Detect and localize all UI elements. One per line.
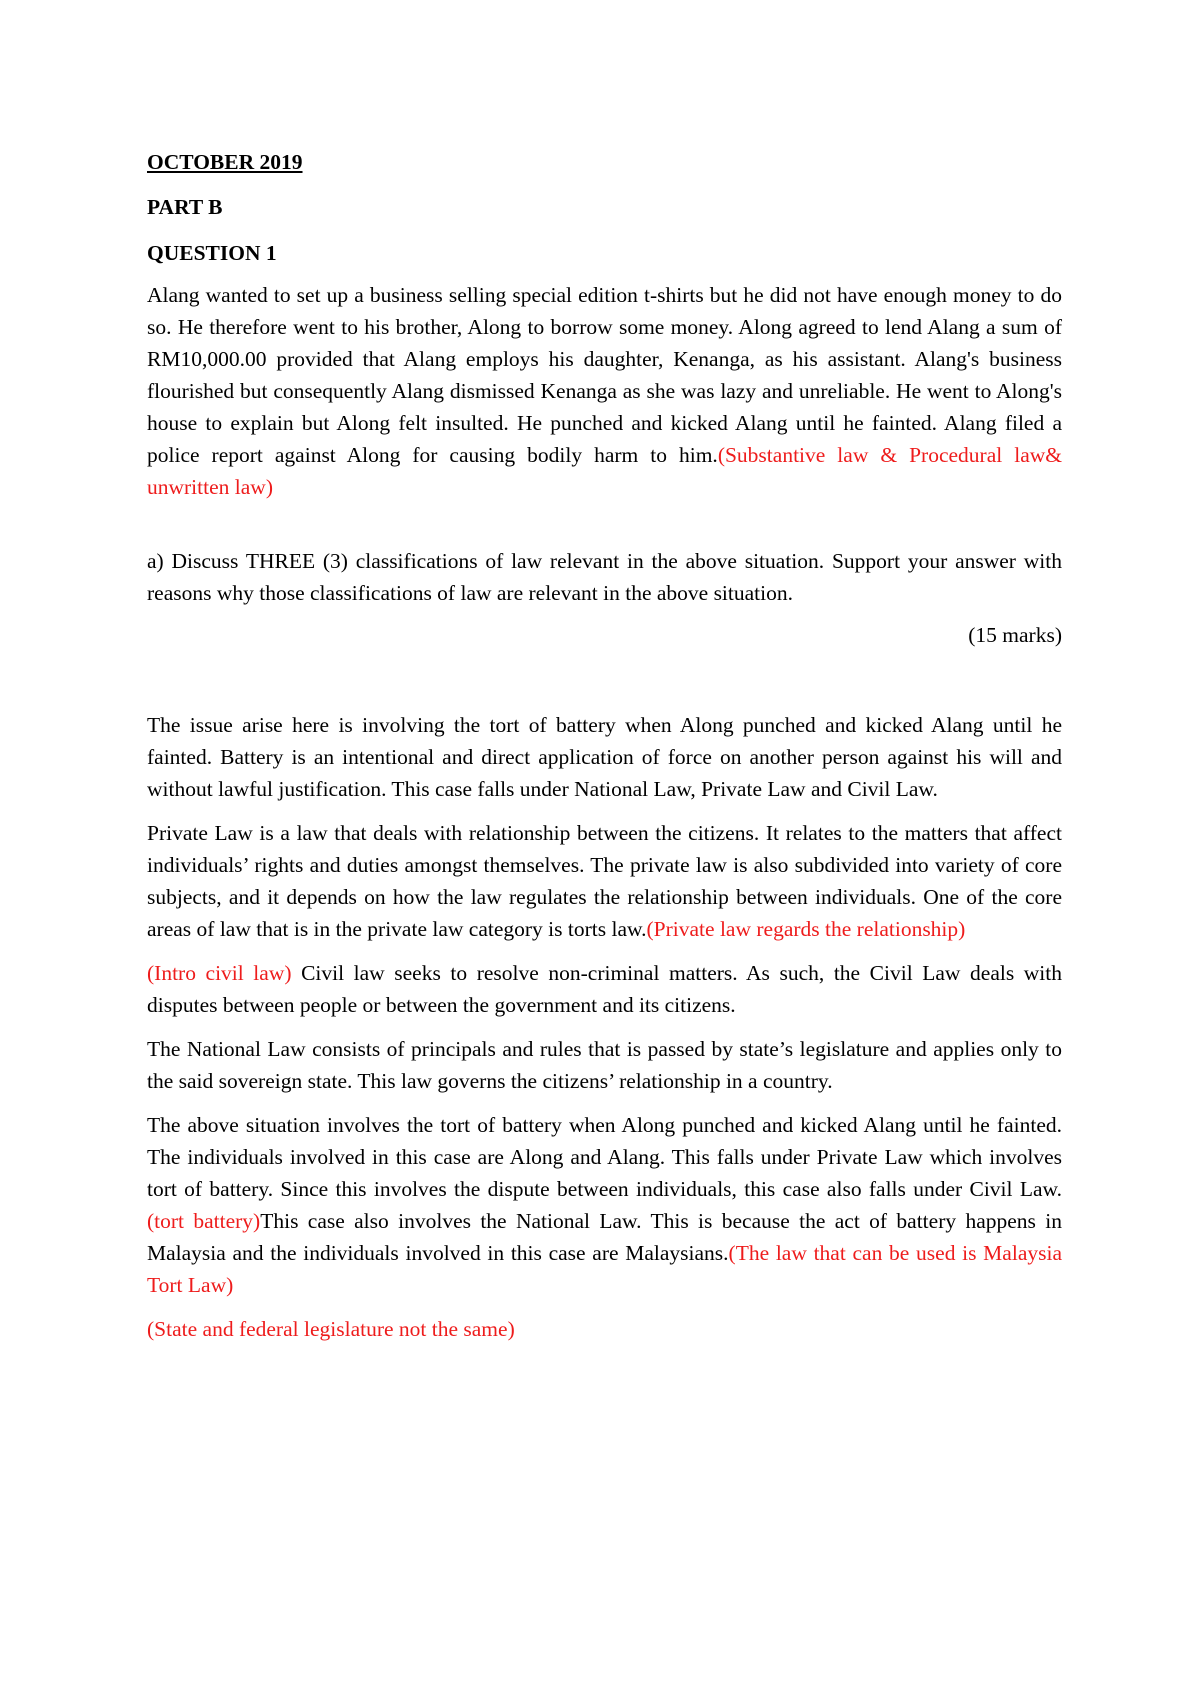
scenario-note: (Substantive law & Procedural law& unwritten law) bbox=[147, 443, 1062, 499]
answer-paragraph-private-law bbox=[147, 817, 1062, 945]
document-content bbox=[147, 146, 1062, 1345]
question-heading: QUESTION 1 bbox=[147, 241, 277, 265]
application-note-2: (The law that can be used is Malaysia Tort Law) bbox=[147, 1241, 1062, 1297]
question-a-marks: (15 marks) bbox=[968, 623, 1062, 647]
question-a-paragraph: a) Discuss THREE (3) classifications of law relevant in the above situation. Support your answer with reasons why those classifications of law are relevant in the above situation. bbox=[147, 549, 1062, 605]
application-text-1: The above situation involves the tort of battery when Along punched and kicked Alang until he fainted. The individuals involved in this case are Along and Alang. This falls under Private Law which involves tort of battery. Since this involves the dispute between individuals, this case also falls under Civil Law. bbox=[147, 1113, 1062, 1201]
exam-date-heading: OCTOBER 2019 bbox=[147, 150, 303, 174]
answer-paragraph-national-law: The National Law consists of principals and rules that is passed by state’s legislature and applies only to the said sovereign state. This law governs the citizens’ relationship in a country. bbox=[147, 1037, 1062, 1093]
answer-paragraph-civil-law bbox=[147, 957, 1062, 1021]
scenario-paragraph bbox=[147, 279, 1062, 503]
answer-paragraph-issue: The issue arise here is involving the tort of battery when Along punched and kicked Alang until he fainted. Battery is an intentional and direct application of force on another person against his will and without lawful justification. This case falls under National Law, Private Law and Civil Law. bbox=[147, 713, 1062, 801]
application-text-2: This case also involves the National Law. This is because the act of battery happens in Malaysia and the individuals involved in this case are Malaysians. bbox=[147, 1209, 1062, 1265]
answer-paragraph-application bbox=[147, 1109, 1062, 1301]
civil-law-text: Civil law seeks to resolve non-criminal matters. As such, the Civil Law deals with disputes between people or between the government and its citizens. bbox=[147, 961, 1062, 1017]
application-note-1: (tort battery) bbox=[147, 1209, 261, 1233]
private-law-text: Private Law is a law that deals with relationship between the citizens. It relates to the matters that affect individuals’ rights and duties amongst themselves. The private law is also subdivided into variety of core subjects, and it depends on how the law regulates the relationship between individuals. One of the core areas of law that is in the private law category is torts law. bbox=[147, 821, 1062, 941]
scenario-text: Alang wanted to set up a business selling special edition t-shirts but he did not have enough money to do so. He therefore went to his brother, Along to borrow some money. Along agreed to lend Alang a sum of RM10,000.00 provided that Alang employs his daughter, Kenanga, as his assistant. Alang's business flourished but consequently Alang dismissed Kenanga as she was lazy and unreliable. He went to Along's house to explain but Along felt insulted. He punched and kicked Alang until he fainted. Alang filed a police report against Along for causing bodily harm to him. bbox=[147, 283, 1062, 467]
part-heading: PART B bbox=[147, 195, 223, 219]
civil-law-note: (Intro civil law) bbox=[147, 961, 292, 985]
private-law-note: (Private law regards the relationship) bbox=[646, 917, 966, 941]
legislature-note: (State and federal legislature not the same) bbox=[147, 1317, 515, 1341]
